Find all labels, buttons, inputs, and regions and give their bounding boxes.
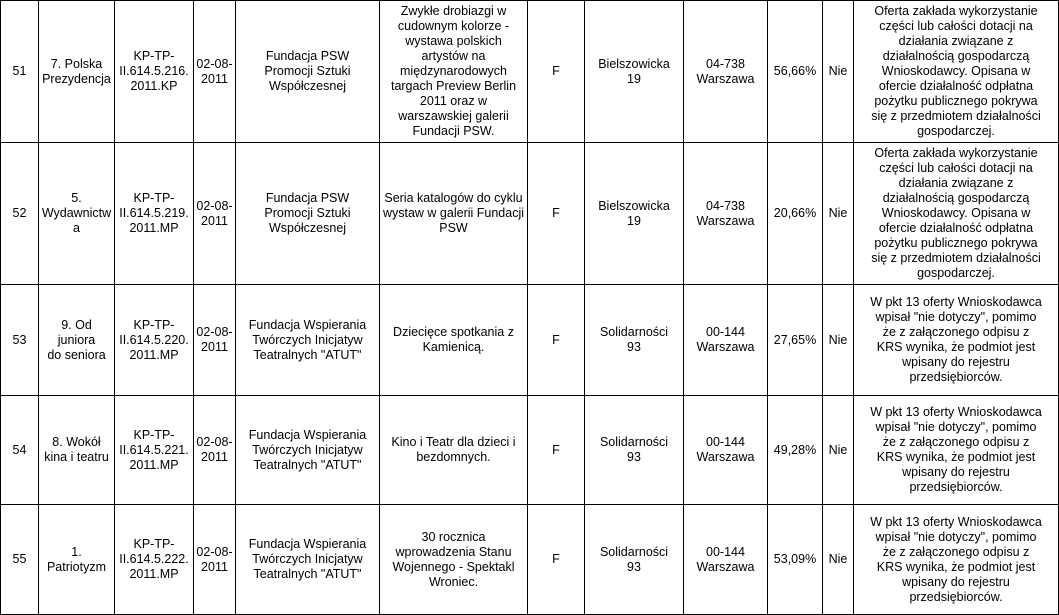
table-row <box>1 1 1059 143</box>
decision: Nie <box>823 505 854 615</box>
legal-form: F <box>528 396 585 505</box>
row-number: 53 <box>1 285 39 396</box>
project-description: Dziecięce spotkania z Kamienicą. <box>380 285 528 396</box>
project-description: 30 rocznica wprowadzenia Stanu Wojennego - Spektakl Wroniec. <box>380 505 528 615</box>
postal-city: 00-144 Warszawa <box>684 505 768 615</box>
percentage-value: 53,09% <box>768 505 823 615</box>
applicant-name: Fundacja Wspierania Twórczych Inicjatyw Teatralnych "ATUT" <box>236 285 380 396</box>
postal-city: 04-738 Warszawa <box>684 143 768 285</box>
applicant-name: Fundacja PSW Promocji Sztuki Współczesnej <box>236 1 380 143</box>
remarks: W pkt 13 oferty Wnioskodawca wpisał "nie dotyczy", pomimo że z załączonego odpisu z KRS wynika, że podmiot jest wpisany do rejestru przedsiębiorców. <box>854 396 1059 505</box>
postal-city: 00-144 Warszawa <box>684 285 768 396</box>
project-description: Zwykłe drobiazgi w cudownym kolorze - wystawa polskich artystów na międzynarodowych targach Preview Berlin 2011 oraz w warszawskiej galerii Fundacji PSW. <box>380 1 528 143</box>
task-name: 7. Polska Prezydencja <box>39 1 115 143</box>
percentage-value: 56,66% <box>768 1 823 143</box>
submission-date: 02-08- 2011 <box>194 143 236 285</box>
remarks: Oferta zakłada wykorzystanie części lub całości dotacji na działania związane z działalnością gospodarczą Wnioskodawcy. Opisana w ofercie działalność odpłatna pożytku publicznego pokrywa się z przedmiotem działalności gospodarczej. <box>854 143 1059 285</box>
street-address: Bielszowicka 19 <box>585 143 684 285</box>
street-address: Solidarności 93 <box>585 396 684 505</box>
task-name: 5. Wydawnictw a <box>39 143 115 285</box>
applicant-name: Fundacja PSW Promocji Sztuki Współczesnej <box>236 143 380 285</box>
applicant-name: Fundacja Wspierania Twórczych Inicjatyw Teatralnych "ATUT" <box>236 505 380 615</box>
table-row <box>1 143 1059 285</box>
project-description: Kino i Teatr dla dzieci i bezdomnych. <box>380 396 528 505</box>
remarks: W pkt 13 oferty Wnioskodawca wpisał "nie dotyczy", pomimo że z załączonego odpisu z KRS wynika, że podmiot jest wpisany do rejestru przedsiębiorców. <box>854 505 1059 615</box>
legal-form: F <box>528 285 585 396</box>
decision: Nie <box>823 143 854 285</box>
decision: Nie <box>823 396 854 505</box>
submission-date: 02-08- 2011 <box>194 285 236 396</box>
submission-date: 02-08- 2011 <box>194 396 236 505</box>
remarks: W pkt 13 oferty Wnioskodawca wpisał "nie dotyczy", pomimo że z załączonego odpisu z KRS wynika, że podmiot jest wpisany do rejestru przedsiębiorców. <box>854 285 1059 396</box>
table-row <box>1 396 1059 505</box>
case-signature: KP-TP- II.614.5.220. 2011.MP <box>115 285 194 396</box>
case-signature: KP-TP- II.614.5.216. 2011.KP <box>115 1 194 143</box>
legal-form: F <box>528 505 585 615</box>
case-signature: KP-TP- II.614.5.222. 2011.MP <box>115 505 194 615</box>
case-signature: KP-TP- II.614.5.221. 2011.MP <box>115 396 194 505</box>
remarks: Oferta zakłada wykorzystanie części lub całości dotacji na działania związane z działalnością gospodarczą Wnioskodawcy. Opisana w ofercie działalność odpłatna pożytku publicznego pokrywa się z przedmiotem działalności gospodarczej. <box>854 1 1059 143</box>
case-signature: KP-TP- II.614.5.219. 2011.MP <box>115 143 194 285</box>
street-address: Solidarności 93 <box>585 505 684 615</box>
task-name: 8. Wokół kina i teatru <box>39 396 115 505</box>
table-row <box>1 285 1059 396</box>
postal-city: 04-738 Warszawa <box>684 1 768 143</box>
legal-form: F <box>528 143 585 285</box>
submission-date: 02-08- 2011 <box>194 505 236 615</box>
row-number: 55 <box>1 505 39 615</box>
row-number: 51 <box>1 1 39 143</box>
postal-city: 00-144 Warszawa <box>684 396 768 505</box>
street-address: Solidarności 93 <box>585 285 684 396</box>
decision: Nie <box>823 1 854 143</box>
percentage-value: 49,28% <box>768 396 823 505</box>
percentage-value: 20,66% <box>768 143 823 285</box>
percentage-value: 27,65% <box>768 285 823 396</box>
legal-form: F <box>528 1 585 143</box>
task-name: 9. Od juniora do seniora <box>39 285 115 396</box>
row-number: 54 <box>1 396 39 505</box>
submission-date: 02-08- 2011 <box>194 1 236 143</box>
applicant-name: Fundacja Wspierania Twórczych Inicjatyw Teatralnych "ATUT" <box>236 396 380 505</box>
project-description: Seria katalogów do cyklu wystaw w galerii Fundacji PSW <box>380 143 528 285</box>
street-address: Bielszowicka 19 <box>585 1 684 143</box>
decision: Nie <box>823 285 854 396</box>
table-row <box>1 505 1059 615</box>
task-name: 1. Patriotyzm <box>39 505 115 615</box>
row-number: 52 <box>1 143 39 285</box>
